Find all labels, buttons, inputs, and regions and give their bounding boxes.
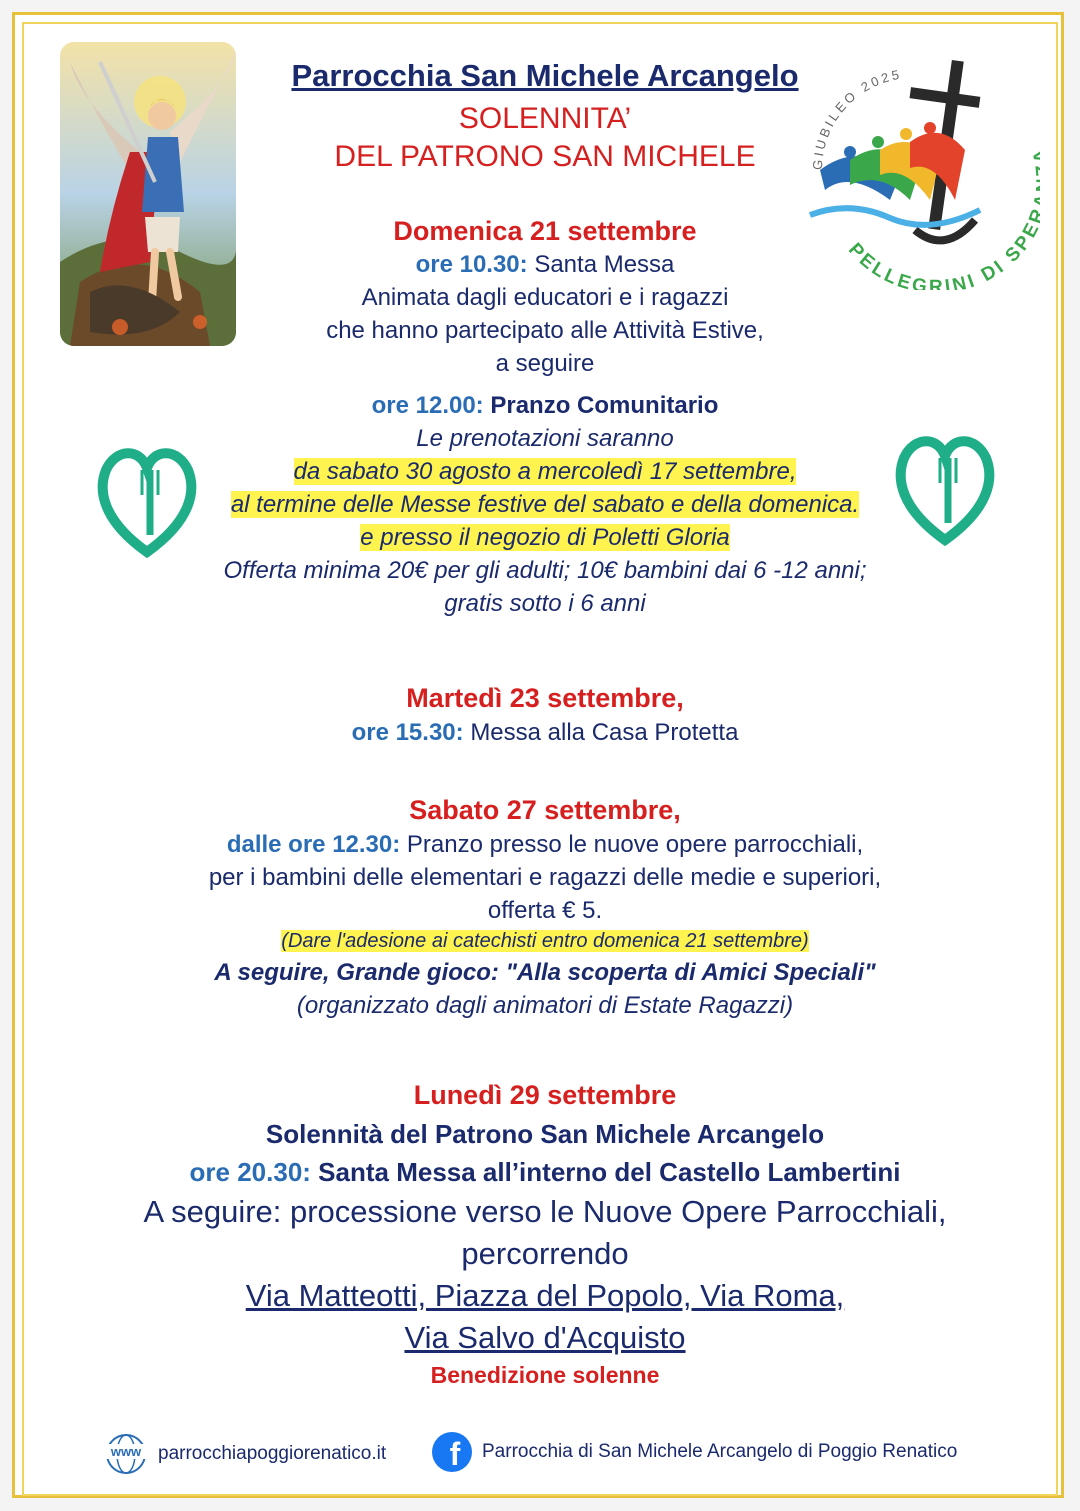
booking-line-3: al termine delle Messe festive del sabato e della domenica. <box>230 491 860 518</box>
tuesday-text: Messa alla Casa Protetta <box>470 719 739 746</box>
route-line-2: Via Salvo d'Acquisto <box>404 1320 686 1355</box>
www-label: www <box>104 1444 148 1459</box>
monday-section <box>0 1080 1080 1389</box>
website-link[interactable] <box>104 1432 386 1476</box>
monday-date: Lunedì 29 settembre <box>413 1080 677 1110</box>
tuesday-time: ore 15.30: <box>351 719 464 746</box>
monday-title: Solennità del Patrono San Michele Arcangelo <box>265 1119 825 1149</box>
parish-name: Parrocchia San Michele Arcangelo <box>291 58 799 93</box>
monday-time: ore 20.30: <box>189 1157 311 1187</box>
sunday-time-lunch: ore 12.00: <box>371 392 484 419</box>
blessing: Benedizione solenne <box>430 1362 660 1388</box>
facebook-icon <box>432 1432 472 1472</box>
sunday-time-mass: ore 10.30: <box>415 251 528 278</box>
offer-line-2: gratis sotto i 6 anni <box>444 590 646 617</box>
saturday-text-2: per i bambini delle elementari e ragazzi delle medie e superiori, <box>208 864 882 891</box>
sunday-lunch: Pranzo Comunitario <box>490 392 719 419</box>
sunday-line-following: a seguire <box>495 350 595 377</box>
pilgrims-arc-text: PELLEGRINI DI SP <box>843 229 1038 290</box>
saturday-section <box>0 795 1080 1020</box>
procession-line-2: percorrendo <box>461 1236 629 1271</box>
monday-mass: Santa Messa all’interno del Castello Lambertini <box>318 1157 901 1187</box>
booking-line-1: Le prenotazioni saranno <box>416 425 674 452</box>
tuesday-date: Martedì 23 settembre, <box>406 683 684 713</box>
saturday-text-1: Pranzo presso le nuove opere parrocchiali, <box>406 831 864 858</box>
booking-line-4: e presso il negozio di Poletti Gloria <box>360 524 730 551</box>
sunday-section <box>0 216 1080 618</box>
patron-title: DEL PATRONO SAN MICHELE <box>334 140 756 173</box>
saturday-text-3: offerta € 5. <box>487 897 603 924</box>
route-line-1: Via Matteotti, Piazza del Popolo, Via Roma, <box>245 1278 845 1313</box>
sunday-line-animated: Animata dagli educatori e i ragazzi <box>361 284 729 311</box>
sunday-date: Domenica 21 settembre <box>393 216 697 246</box>
globe-www-icon <box>104 1432 148 1476</box>
saturday-organizers: (organizzato dagli animatori di Estate Ragazzi) <box>296 992 794 1019</box>
saturday-time: dalle ore 12.30: <box>226 831 401 858</box>
sunday-line-activities: che hanno partecipato alle Attività Estive, <box>326 317 764 344</box>
booking-line-2: da sabato 30 agosto a mercoledì 17 settembre, <box>293 458 797 485</box>
facebook-f-glyph: f <box>449 1436 461 1472</box>
sunday-mass: Santa Messa <box>534 251 675 278</box>
tuesday-section <box>0 683 1080 747</box>
saturday-note: (Dare l'adesione ai catechisti entro domenica 21 settembre) <box>281 930 809 952</box>
solemnity-title: SOLENNITA’ <box>458 102 632 135</box>
saturday-date: Sabato 27 settembre, <box>409 795 681 825</box>
procession-line-1: A seguire: processione verso le Nuove Opere Parrocchiali, <box>143 1194 947 1229</box>
header-block <box>0 58 1080 174</box>
offer-line-1: Offerta minima 20€ per gli adulti; 10€ bambini dai 6 -12 anni; <box>223 557 867 584</box>
facebook-link[interactable] <box>432 1432 957 1472</box>
jubilee-arc-text: GIUBILEO 2025 <box>809 66 904 171</box>
facebook-text: Parrocchia di San Michele Arcangelo di Poggio Renatico <box>482 1441 958 1462</box>
saturday-game: A seguire, Grande gioco: "Alla scoperta di Amici Speciali" <box>214 959 876 986</box>
website-text: parrocchiapoggiorenatico.it <box>158 1443 387 1464</box>
